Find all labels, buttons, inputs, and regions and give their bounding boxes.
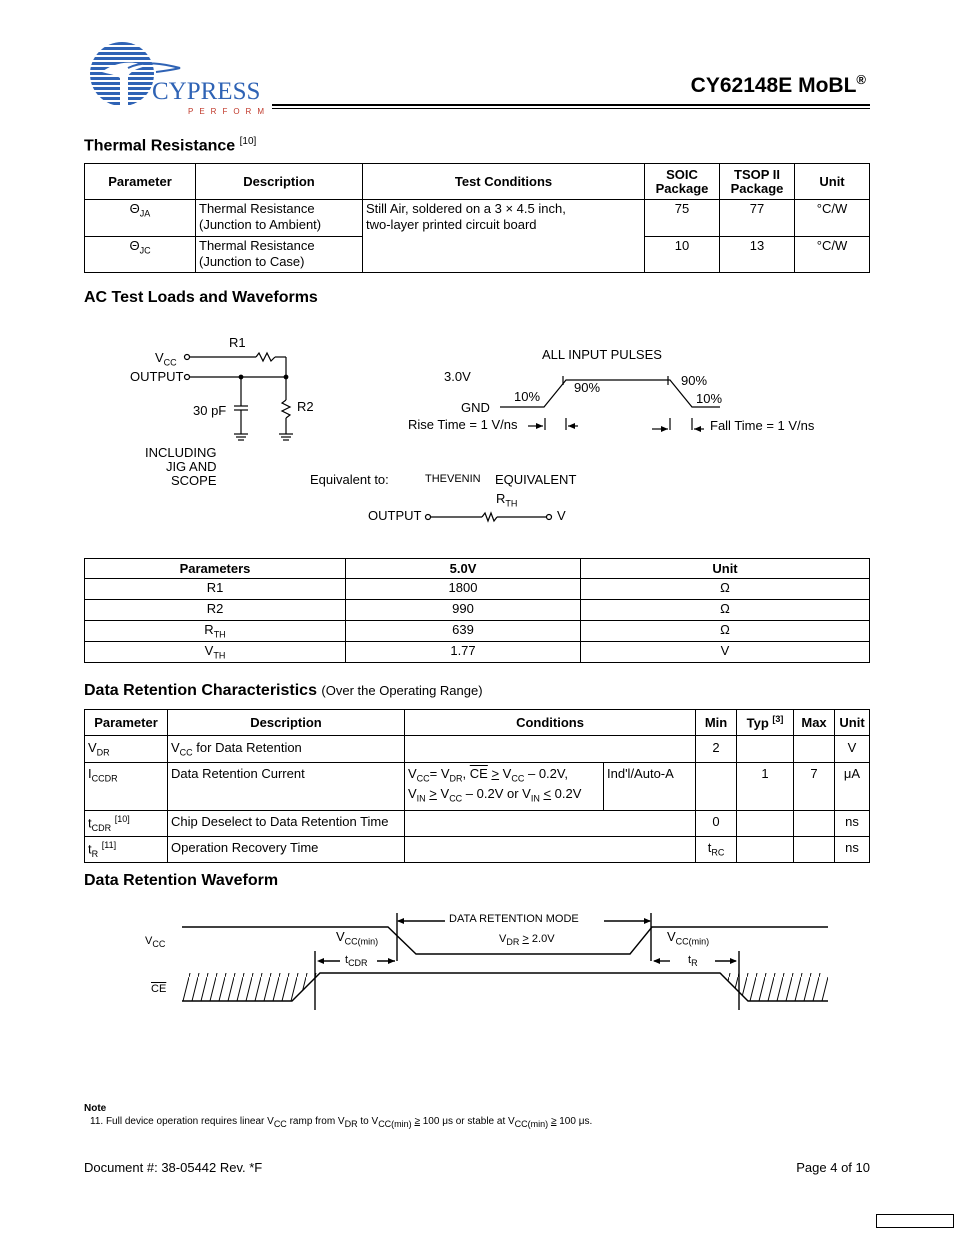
c2-a: V bbox=[408, 786, 417, 802]
param-sub: JA bbox=[139, 208, 151, 219]
cell-desc bbox=[168, 736, 405, 763]
cell-desc bbox=[196, 237, 363, 273]
label-10pct-rise: 10% bbox=[514, 389, 541, 404]
n-ge2: ≥ bbox=[550, 1116, 557, 1127]
cell-param bbox=[85, 762, 168, 810]
cell-param bbox=[85, 200, 196, 237]
param-sub: JC bbox=[139, 245, 151, 256]
dr-heading-text: Data Retention Characteristics bbox=[84, 682, 317, 699]
th-unit: Unit bbox=[795, 164, 870, 200]
table-row bbox=[85, 810, 870, 836]
p-sub: DR bbox=[96, 747, 110, 758]
th-parameter: Parameter bbox=[85, 164, 196, 200]
p-text: V bbox=[88, 740, 97, 755]
vccmin-v: V bbox=[336, 929, 345, 944]
vccmin-v: V bbox=[667, 929, 676, 944]
cell-min bbox=[696, 836, 737, 862]
cell-max bbox=[794, 810, 835, 836]
label-tr bbox=[688, 954, 698, 968]
param-sub: TH bbox=[213, 629, 226, 640]
th-description: Description bbox=[196, 164, 363, 200]
cell-min: 0 bbox=[696, 810, 737, 836]
thermal-ref: [10] bbox=[239, 136, 257, 147]
label-r1: R1 bbox=[229, 335, 246, 350]
th-parameter: Parameter bbox=[85, 710, 168, 736]
c2-c-sub: IN bbox=[530, 793, 540, 804]
p-ref: [11] bbox=[101, 839, 117, 850]
label-fall-time: Fall Time = 1 V/ns bbox=[710, 418, 815, 433]
vcc-v: V bbox=[155, 350, 164, 365]
cell-unit: °C/W bbox=[795, 200, 870, 237]
d-text: V bbox=[171, 740, 180, 755]
p-sub: R bbox=[91, 848, 99, 859]
label-3v: 3.0V bbox=[444, 369, 471, 384]
cell-conditions bbox=[405, 736, 696, 763]
cell-tsop: 13 bbox=[720, 237, 795, 273]
label-equivalent: EQUIVALENT bbox=[495, 472, 577, 487]
cell-unit: ns bbox=[835, 836, 870, 862]
table-row bbox=[85, 762, 870, 810]
n-a-sub: CC bbox=[273, 1119, 287, 1129]
thermal-table bbox=[84, 163, 870, 273]
d-sub: CC bbox=[179, 747, 193, 758]
cond-line-2: two-layer printed circuit board bbox=[366, 217, 537, 232]
table-row bbox=[85, 579, 870, 600]
rth-sub: TH bbox=[505, 498, 518, 509]
typ-ref: [3] bbox=[772, 714, 784, 725]
p-text: I bbox=[88, 765, 92, 781]
th-parameters: Parameters bbox=[85, 559, 346, 579]
cell-unit: Ω bbox=[581, 621, 870, 642]
label-30pf: 30 pF bbox=[193, 403, 227, 418]
n-d-sub: CC(min) bbox=[514, 1119, 549, 1129]
min-sub: RC bbox=[711, 847, 725, 858]
c-e-sub: CC bbox=[511, 773, 525, 784]
thermal-heading bbox=[84, 136, 256, 155]
cell-value: 1800 bbox=[346, 579, 581, 600]
th-min: Min bbox=[696, 710, 737, 736]
cell-param bbox=[85, 600, 346, 621]
cell-conditions bbox=[363, 200, 645, 273]
cell-typ bbox=[737, 810, 794, 836]
cell-param bbox=[85, 836, 168, 862]
th-tsop bbox=[720, 164, 795, 200]
param-name: R1 bbox=[206, 580, 224, 595]
cell-typ bbox=[737, 836, 794, 862]
label-including bbox=[145, 446, 217, 488]
cell-value: 1.77 bbox=[346, 642, 581, 663]
label-equivalent-to: Equivalent to: bbox=[310, 472, 389, 487]
label-10pct-fall: 10% bbox=[696, 391, 723, 406]
logo-wordmark: CYPRESS bbox=[152, 78, 261, 105]
cell-max bbox=[794, 836, 835, 862]
label-output: OUTPUT bbox=[130, 369, 184, 384]
theta-symbol: Θ bbox=[129, 201, 140, 216]
n-b-sub: DR bbox=[344, 1119, 358, 1129]
c-ce: $\overline{CE}$ bbox=[469, 765, 488, 781]
cell-value: 639 bbox=[346, 621, 581, 642]
desc-line-1: Thermal Resistance bbox=[199, 238, 315, 253]
th-tsop-1: TSOP II bbox=[734, 166, 780, 182]
cell-typ bbox=[737, 736, 794, 763]
c-ge: > bbox=[491, 765, 500, 781]
cell-desc: Operation Recovery Time bbox=[168, 836, 405, 862]
th-soic-2: Package bbox=[655, 180, 709, 196]
tr-t: t bbox=[688, 954, 692, 966]
vcc-sub: CC bbox=[163, 357, 177, 368]
param-name: R bbox=[204, 622, 214, 637]
p-text: t bbox=[88, 841, 92, 857]
c2-c: – 0.2V or V bbox=[462, 786, 531, 802]
feedback-box bbox=[876, 1214, 954, 1228]
c-c: , bbox=[462, 765, 470, 781]
cell-unit: V bbox=[581, 642, 870, 663]
cond-line-1: Still Air, soldered on a 3 × 4.5 inch, bbox=[366, 201, 566, 216]
note-text bbox=[90, 1116, 592, 1129]
label-gnd: GND bbox=[461, 400, 490, 415]
header-rule-thin bbox=[272, 108, 870, 109]
vdr-val: 2.0V bbox=[531, 933, 555, 945]
cell-conditions bbox=[405, 810, 696, 836]
n-c-sub: CC(min) bbox=[378, 1119, 412, 1129]
label-vccmin-right bbox=[667, 929, 709, 947]
cell-unit: Ω bbox=[581, 600, 870, 621]
c-b: = V bbox=[429, 765, 450, 781]
cell-conditions bbox=[405, 762, 604, 810]
note-title: Note bbox=[84, 1103, 107, 1114]
cell-min: 2 bbox=[696, 736, 737, 763]
cell-desc: Chip Deselect to Data Retention Time bbox=[168, 810, 405, 836]
th-typ bbox=[737, 710, 794, 736]
p-ref: [10] bbox=[114, 813, 130, 824]
cell-param bbox=[85, 642, 346, 663]
c-b-sub: DR bbox=[449, 773, 463, 784]
param-name: R2 bbox=[206, 601, 224, 616]
param-name: V bbox=[204, 643, 214, 658]
label-90pct-rise: 90% bbox=[574, 380, 601, 395]
label-rth bbox=[496, 491, 517, 509]
cell-param bbox=[85, 810, 168, 836]
vccmin-sub: CC(min) bbox=[344, 936, 379, 947]
theta-symbol: Θ bbox=[129, 238, 140, 253]
cell-unit: °C/W bbox=[795, 237, 870, 273]
label-vdr bbox=[499, 933, 555, 947]
c-a: V bbox=[408, 765, 417, 781]
tr-sub: R bbox=[691, 958, 698, 969]
c2-ge: > bbox=[429, 786, 437, 802]
label-r2: R2 bbox=[297, 399, 314, 414]
table-row bbox=[85, 642, 870, 663]
th-unit: Unit bbox=[581, 559, 870, 579]
label-tcdr bbox=[345, 954, 368, 968]
th-conditions: Conditions bbox=[405, 710, 696, 736]
cell-typ: 1 bbox=[737, 762, 794, 810]
c2-le: < bbox=[543, 786, 552, 802]
cell-param bbox=[85, 621, 346, 642]
p-sub: CCDR bbox=[91, 773, 118, 784]
label-all-input-pulses: ALL INPUT PULSES bbox=[542, 347, 662, 362]
label-v: V bbox=[557, 508, 566, 523]
p-sub: CDR bbox=[91, 822, 112, 833]
params-table bbox=[84, 558, 870, 663]
label-ce bbox=[151, 983, 166, 995]
param-sub: TH bbox=[213, 650, 226, 661]
th-test-conditions: Test Conditions bbox=[363, 164, 645, 200]
n-c: to V bbox=[357, 1116, 379, 1127]
table-row bbox=[85, 836, 870, 862]
cell-unit: V bbox=[835, 736, 870, 763]
cell-unit: μA bbox=[835, 762, 870, 810]
table-row bbox=[85, 200, 870, 237]
cell-range: Ind'l/Auto-A bbox=[604, 762, 696, 810]
ac-heading: AC Test Loads and Waveforms bbox=[84, 289, 318, 306]
table-row bbox=[85, 736, 870, 763]
table-row bbox=[85, 621, 870, 642]
desc-line-1: Thermal Resistance bbox=[199, 201, 315, 216]
vcc-v: V bbox=[145, 935, 153, 947]
including-line-1: INCLUDING bbox=[145, 445, 217, 460]
cell-min bbox=[696, 762, 737, 810]
th-unit: Unit bbox=[835, 710, 870, 736]
label-thevenin: THEVENIN bbox=[425, 473, 481, 485]
dr-heading-sub: (Over the Operating Range) bbox=[321, 683, 483, 698]
cell-value: 990 bbox=[346, 600, 581, 621]
vcc-sub: CC bbox=[152, 939, 166, 950]
header-rule bbox=[272, 104, 870, 106]
th-5v: 5.0V bbox=[346, 559, 581, 579]
title-text: CY62148E MoBL bbox=[690, 74, 857, 97]
label-output-thevenin: OUTPUT bbox=[368, 508, 422, 523]
c2-b-sub: CC bbox=[449, 793, 463, 804]
label-vcc bbox=[145, 935, 165, 949]
cell-param bbox=[85, 736, 168, 763]
cell-param bbox=[85, 579, 346, 600]
label-90pct-fall: 90% bbox=[681, 373, 708, 388]
c2-b: V bbox=[436, 786, 450, 802]
vccmin-sub: CC(min) bbox=[675, 936, 710, 947]
label-data-retention-mode: DATA RETENTION MODE bbox=[449, 913, 579, 925]
rth-r: R bbox=[496, 491, 506, 506]
vdr-v: V bbox=[499, 933, 507, 945]
cell-desc bbox=[196, 200, 363, 237]
drw-heading: Data Retention Waveform bbox=[84, 872, 279, 889]
label-vcc bbox=[155, 350, 177, 368]
tcdr-t: t bbox=[345, 954, 349, 966]
th-soic-1: SOIC bbox=[666, 166, 698, 182]
th-description: Description bbox=[168, 710, 405, 736]
including-line-3: SCOPE bbox=[171, 473, 217, 488]
c-f: – 0.2V, bbox=[524, 765, 568, 781]
c-a-sub: CC bbox=[416, 773, 430, 784]
desc-line-2: (Junction to Ambient) bbox=[199, 217, 322, 232]
desc-line-2: (Junction to Case) bbox=[199, 254, 305, 269]
c2-a-sub: IN bbox=[416, 793, 426, 804]
n-d: 100 μs or stable at V bbox=[419, 1116, 515, 1127]
document-title bbox=[691, 72, 866, 98]
th-typ-text: Typ bbox=[746, 715, 769, 731]
label-vccmin-left bbox=[336, 929, 378, 947]
registered-mark: ® bbox=[856, 72, 866, 87]
cell-max bbox=[794, 736, 835, 763]
vdr-sub: DR bbox=[506, 937, 520, 948]
n-e: 100 μs. bbox=[556, 1116, 593, 1127]
n-a: 11. Full device operation requires linear V bbox=[90, 1116, 274, 1127]
th-max: Max bbox=[794, 710, 835, 736]
cell-desc: Data Retention Current bbox=[168, 762, 405, 810]
including-line-2: JIG AND bbox=[165, 459, 217, 474]
ce-text: $\overline{CE}$ bbox=[151, 983, 167, 995]
cell-soic: 75 bbox=[645, 200, 720, 237]
cell-unit: ns bbox=[835, 810, 870, 836]
c2-d: 0.2V bbox=[551, 786, 582, 802]
min-t: t bbox=[707, 839, 712, 855]
tcdr-sub: CDR bbox=[348, 958, 368, 969]
logo-tagline: PERFORM bbox=[188, 107, 270, 116]
footer-document-number: Document #: 38-05442 Rev. *F bbox=[84, 1160, 263, 1175]
footer-page-number: Page 4 of 10 bbox=[796, 1160, 870, 1175]
cell-unit: Ω bbox=[581, 579, 870, 600]
table-row bbox=[85, 600, 870, 621]
n-ge1: ≥ bbox=[414, 1116, 420, 1127]
th-soic bbox=[645, 164, 720, 200]
cell-param bbox=[85, 237, 196, 273]
th-tsop-2: Package bbox=[730, 180, 784, 196]
d-rest: for Data Retention bbox=[192, 740, 302, 755]
dr-heading bbox=[84, 682, 483, 700]
thermal-heading-text: Thermal Resistance bbox=[84, 137, 236, 155]
cell-conditions bbox=[405, 836, 696, 862]
c-e: V bbox=[499, 765, 512, 781]
dr-table bbox=[84, 709, 870, 863]
cell-tsop: 77 bbox=[720, 200, 795, 237]
label-rise-time: Rise Time = 1 V/ns bbox=[408, 417, 518, 432]
n-b: ramp from V bbox=[286, 1116, 345, 1127]
vdr-ge: > bbox=[522, 933, 529, 945]
cell-soic: 10 bbox=[645, 237, 720, 273]
p-text: t bbox=[88, 815, 92, 831]
cell-max: 7 bbox=[794, 762, 835, 810]
